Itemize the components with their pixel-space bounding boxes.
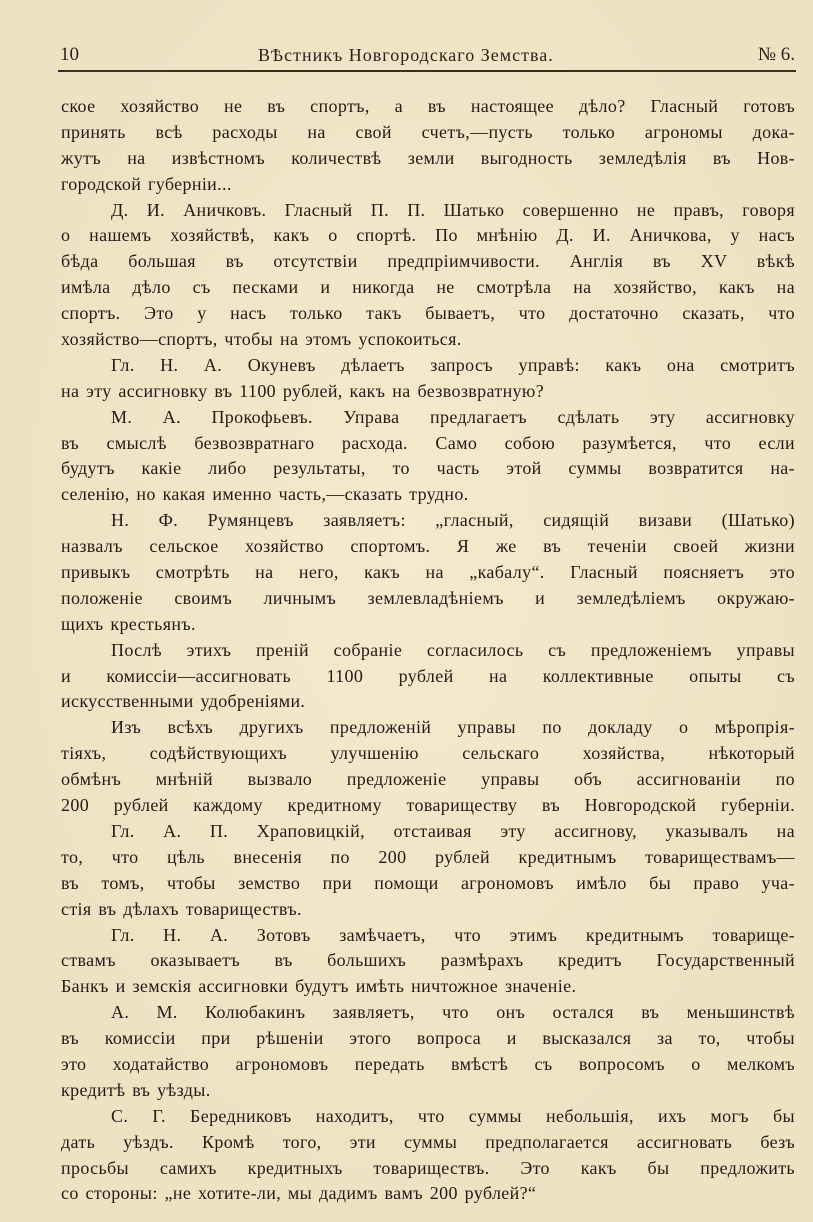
text-line: о нашемъ хозяйствѣ, какъ о спортѣ. По мнѣнію Д. И. Аничкова, у насъ [61, 225, 795, 246]
paper-stain [775, 932, 789, 944]
text-line: хозяйство—спортъ, чтобы на этомъ успокоиться. [61, 329, 462, 350]
issue-number: № 6. [757, 44, 795, 65]
text-line: Банкъ и земскія ассигновки будутъ имѣть ничтожное значеніе. [61, 976, 577, 997]
text-line: то, что цѣль внесенія по 200 рублей кредитнымъ товариществамъ— [61, 846, 795, 867]
text-line: А. М. Колюбакинъ заявляетъ, что онъ остался въ меньшинствѣ [111, 1002, 795, 1023]
text-line: принять всѣ расходы на свой счетъ,—пусть только агрономы дока- [61, 121, 795, 142]
body-text [61, 94, 795, 1207]
text-line: Гл. А. П. Храповицкій, отстаивая эту ассигнову, указывалъ на [111, 820, 795, 841]
text-line: будутъ какіе либо результаты, то часть этой суммы возвратится на- [61, 458, 795, 479]
text-line: ствамъ оказываетъ въ большихъ размѣрахъ кредитъ Государственный [61, 950, 795, 971]
text-line: Гл. Н. А. Зотовъ замѣчаетъ, что этимъ кредитнымъ товарище- [111, 924, 795, 945]
text-line: просьбы самихъ кредитныхъ товариществъ. Это какъ бы предложить [61, 1157, 795, 1178]
text-line: и комиссіи—ассигновать 1100 рублей на коллективные опыты съ [61, 665, 795, 686]
text-line: Н. Ф. Румянцевъ заявляетъ: „гласный, сидящій визави (Шатько) [111, 510, 795, 531]
text-line: С. Г. Бeредниковъ находитъ, что суммы небольшія, ихъ могъ бы [111, 1105, 795, 1126]
text-line: кредитѣ въ уѣзды. [61, 1079, 211, 1100]
text-line: въ смыслѣ безвозвратнаго расхода. Само собою разумѣется, что если [61, 432, 795, 453]
text-line: имѣла дѣло съ песками и никогда не смотрѣла на хозяйство, какъ на [61, 277, 795, 298]
text-line: со стороны: „не хотите-ли, мы дадимъ вамъ 200 рублей?“ [61, 1183, 537, 1204]
text-line: тіяхъ, содѣйствующихъ улучшенію сельскаго хозяйства, нѣкоторый [61, 743, 795, 764]
text-line: въ томъ, чтобы земство при помощи агрономовъ имѣло бы право уча- [61, 872, 795, 893]
text-line: дать уѣздъ. Кромѣ того, эти суммы предполагается ассигновать безъ [61, 1131, 795, 1152]
text-line: Д. И. Аничковъ. Гласный П. П. Шатько совершенно не правъ, говоря [111, 199, 795, 220]
text-line: селенію, но какая именно часть,—сказать трудно. [61, 484, 469, 505]
text-line: М. А. Прокофьевъ. Управа предлагаетъ сдѣлать эту ассигновку [111, 406, 795, 427]
text-line: на эту ассигновку въ 1100 рублей, какъ на безвозвратную? [61, 380, 545, 401]
text-line: положеніе своимъ личнымъ землевладѣніемъ и земледѣліемъ окружаю- [61, 587, 795, 608]
text-line: щихъ крестьянъ. [61, 613, 196, 634]
text-line: Гл. Н. А. Окуневъ дѣлаетъ запросъ управѣ: какъ она смотритъ [111, 354, 795, 375]
text-line: искусственными удобреніями. [61, 691, 306, 712]
text-line: жутъ на извѣстномъ количествѣ земли выгодность земледѣлія въ Нов- [61, 147, 795, 168]
text-line: спортъ. Это у насъ только такъ бываетъ, что достаточно сказать, что [61, 303, 795, 324]
text-line: Изъ всѣхъ другихъ предложеній управы по докладу о мѣропрія- [111, 717, 795, 738]
text-line: 200 рублей каждому кредитному товариществу въ Новгородской губерніи. [61, 795, 795, 816]
text-line: это ходатайство агрономовъ передать вмѣстѣ съ вопросомъ о мелкомъ [61, 1053, 795, 1074]
text-line: въ комиссіи при рѣшеніи этого вопроса и высказался за то, чтобы [61, 1028, 795, 1049]
page-number: 10 [60, 44, 79, 65]
text-line: обмѣнъ мнѣній вызвало предложеніе управы объ ассигнованіи по [61, 769, 795, 790]
text-line: ское хозяйство не въ спортъ, а въ настоящее дѣло? Гласный готовъ [61, 96, 795, 116]
header-rule [58, 70, 796, 72]
text-line: бѣда большая въ отсутствіи предпріимчивости. Англія въ XV вѣкѣ [61, 251, 795, 272]
text-line: стія въ дѣлахъ товариществъ. [61, 898, 302, 919]
text-line: привыкъ смотрѣть на него, какъ на „кабалу“. Гласный поясняетъ это [61, 562, 795, 583]
text-line: назвалъ сельское хозяйство спортомъ. Я же въ теченіи своей жизни [61, 536, 795, 557]
text-line: Послѣ этихъ преній собраніе согласилось съ предложеніемъ управы [111, 639, 795, 660]
journal-title: ВѢстникъ Новгородскаго Земства. [258, 45, 554, 65]
page-header [60, 44, 795, 70]
paper-stain [742, 930, 764, 944]
text-line: городской губерніи... [61, 173, 232, 194]
